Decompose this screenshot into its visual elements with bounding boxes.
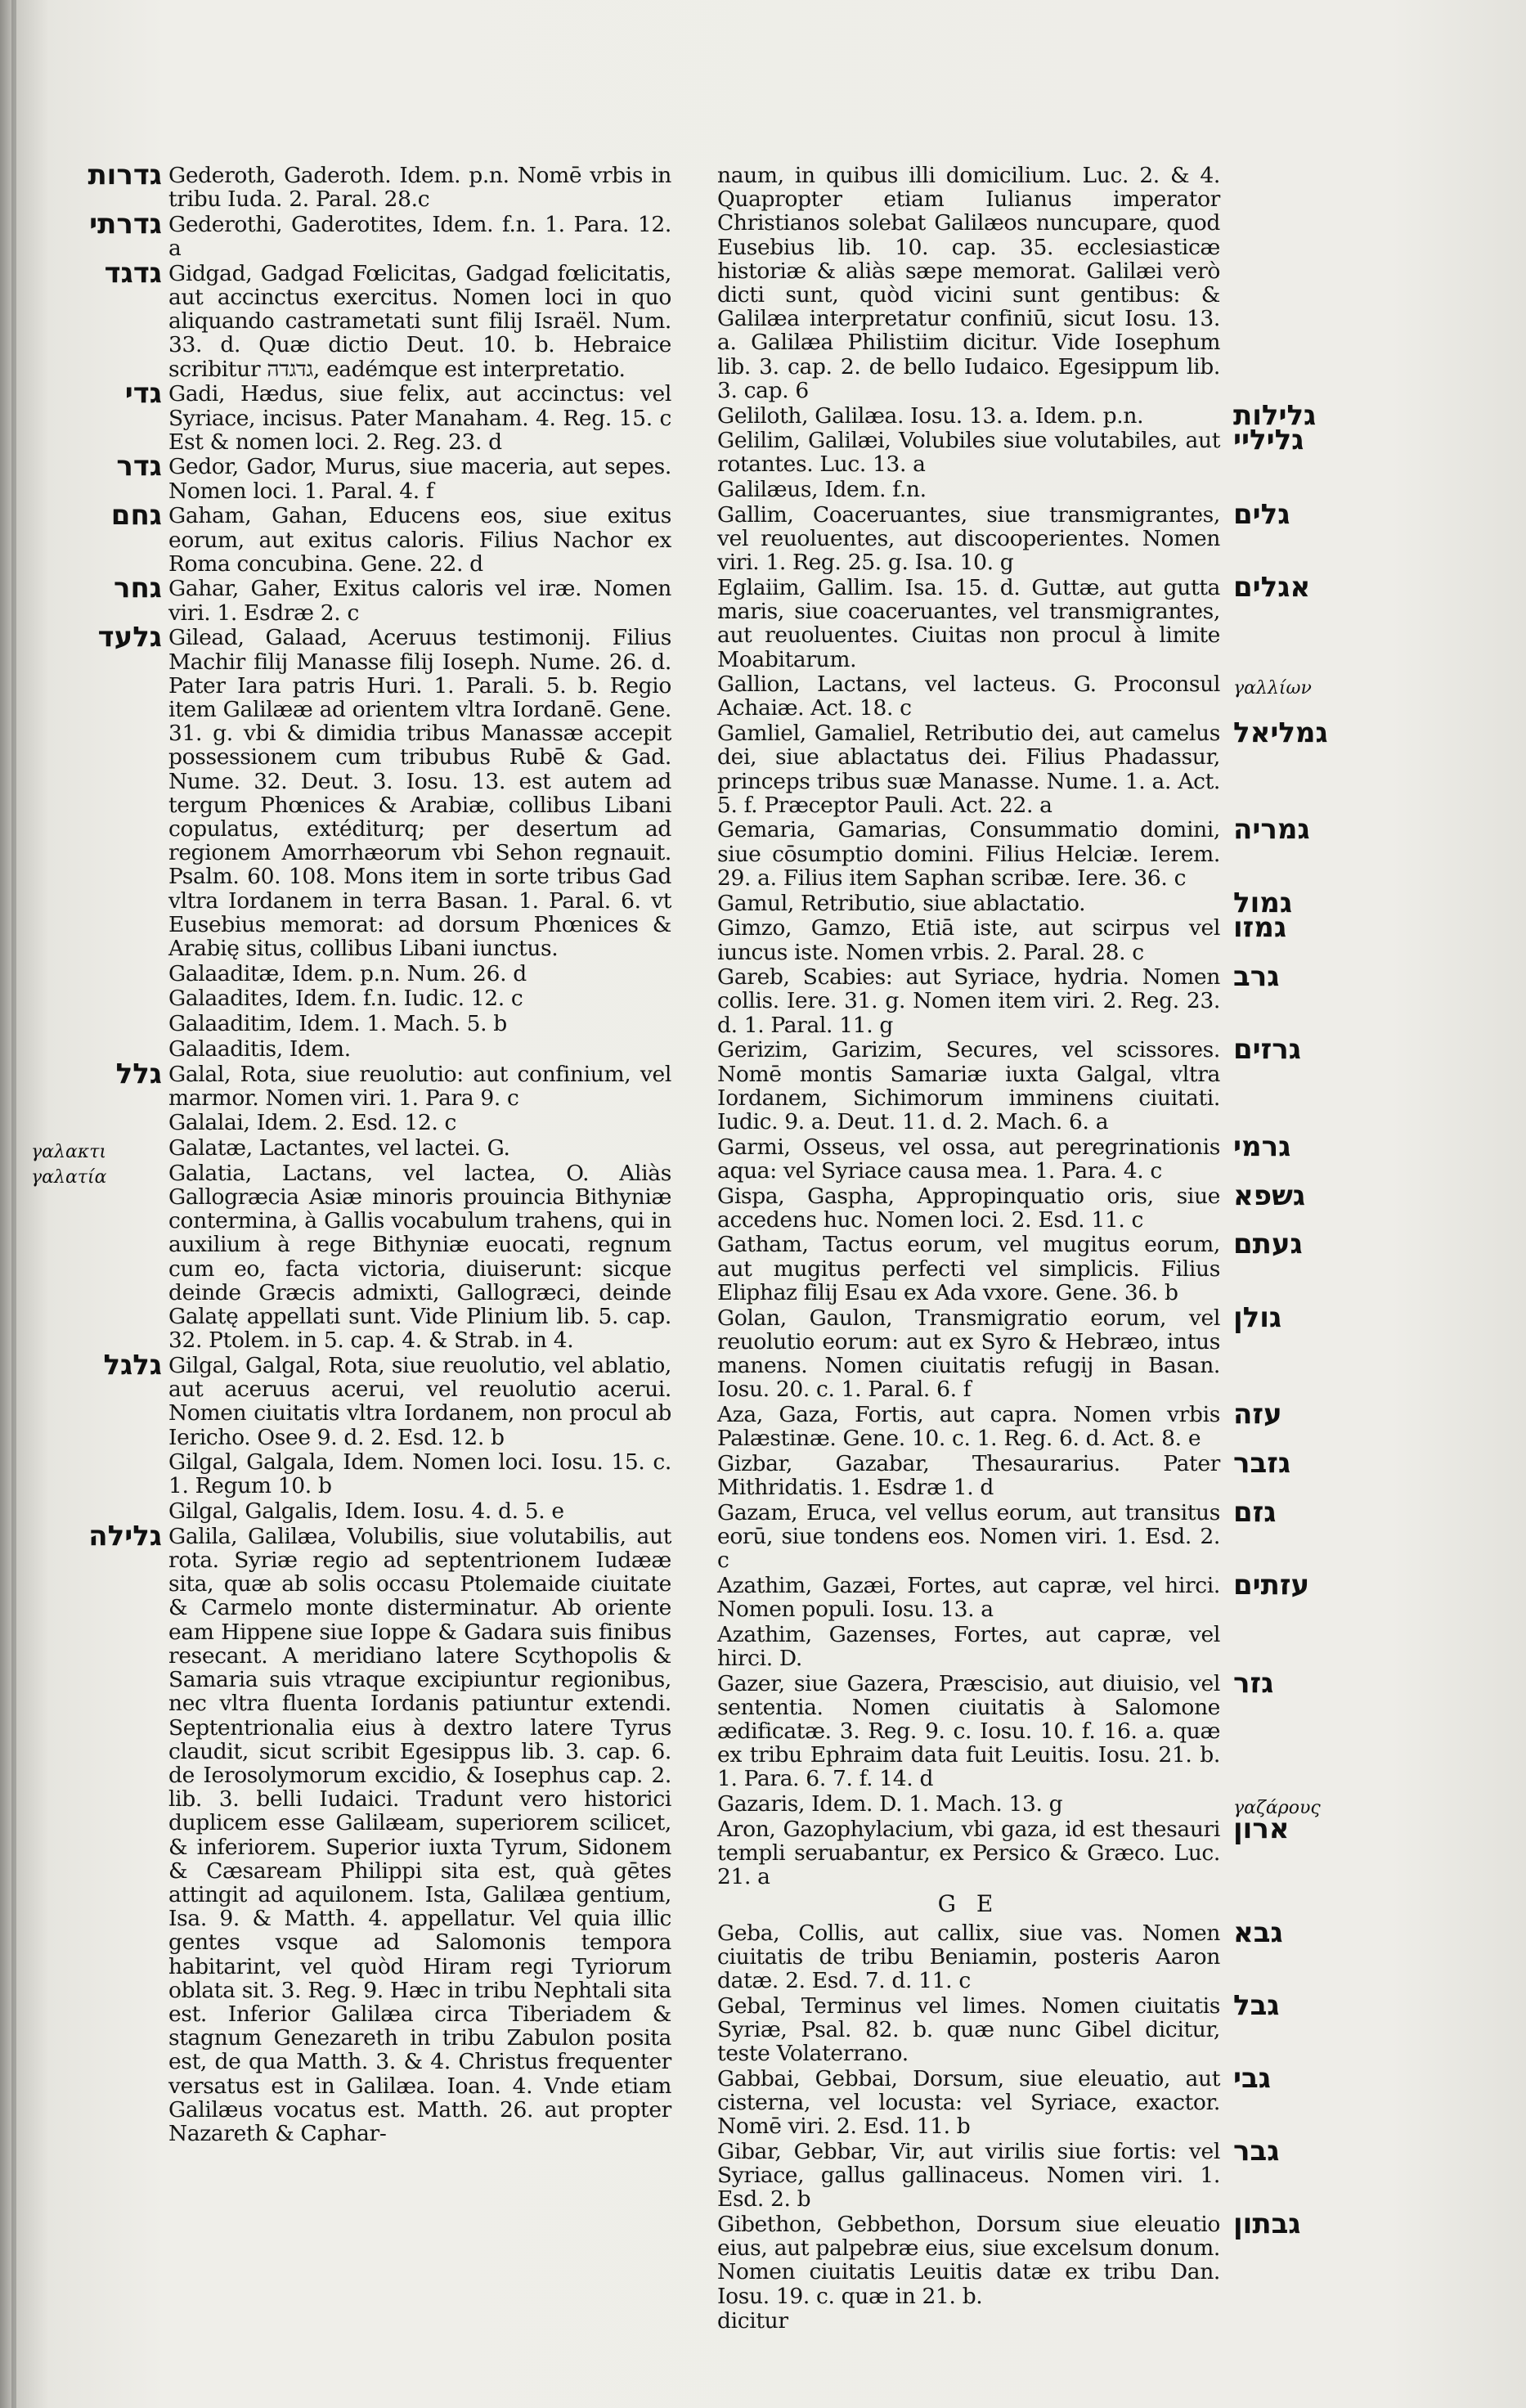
dictionary-entry: naum, in quibus illi domicilium. Luc. 2. & 4. Quapropter etiam Iulianus imperator Christianos solebat Galilæos nuncupare, quod Eusebius lib. 10. cap. 35. ecclesiasticæ historiæ & aliàs sæpe memorat. Galilæi verò dicti sunt, quòd vicini sunt gentibus: & Galilæa interpretatur confiniū, sicut Iosu. 13. a. Galilæa Philistiim dicitur. Vide Iosephum lib. 3. cap. 2. de bello Iudaico. Egesippum lib. 3. cap. 6 [717,163,1220,403]
dictionary-entry: Gareb, Scabies: aut Syriace, hydria. Nomen collis. Iere. 31. g. Nomen item viri. 2. Reg. 23. d. 1. Paral. 11. g [717,964,1220,1038]
hebrew-headword: גבא [1233,1916,1283,1949]
dictionary-entry: Gazaris, Idem. D. 1. Mach. 13. g [717,1791,1063,1817]
dictionary-entry: Gadi, Hædus, siue felix, aut accinctus: vel Syriace, incisus. Pater Manaham. 4. Reg. 15. c Est & nomen loci. 2. Reg. 23. d [168,381,671,455]
binding-shadow [11,0,16,2408]
hebrew-headword: עזתים [1233,1569,1310,1602]
dictionary-entry: Gahar, Gaher, Exitus caloris vel iræ. Nomen viri. 1. Esdræ 2. c [168,576,671,626]
dictionary-entry: Gallim, Coaceruantes, siue transmigrantes, vel reuoluentes, aut discooperientes. Nomen viri. 1. Reg. 25. g. Isa. 10. g [717,501,1220,576]
dictionary-entry: Gilead, Galaad, Aceruus testimonij. Filius Machir filij Manasse filij Ioseph. Nume. 26. d. Pater Iara patris Huri. 1. Parali. 5. b. Regio item Galilææ ad orientem vltra Iordanē. Gene. 31. g. vbi & dimidia tribus Manassæ accepit possessionem cum tribubus Rubē & Gad. Nume. 32. Deut. 3. Iosu. 13. est autem ad tergum Phœnices & Arabiæ, collibus Libani copulatus, extéditurq; per desertum ad regionem Amorrhæorum vbi Sehon regnauit. Psalm. 60. 108. Mons item in sorte tribus Gad vltra Iordanem in terra Basan. 1. Paral. 6. vt Eusebius memorat: ad dorsum Phœnices & Arabię situs, collibus Libani iunctus. [168,625,671,961]
dictionary-entry: Garmi, Osseus, vel ossa, aut peregrinationis aqua: vel Syriace causa mea. 1. Para. 4. c [717,1134,1220,1184]
dictionary-entry: Azathim, Gazæi, Fortes, aut capræ, vel hirci. Nomen populi. Iosu. 13. a [717,1572,1220,1622]
dictionary-entry: Gabbai, Gebbai, Dorsum, siue eleuatio, aut cisterna, vel locusta: vel Syriace, exactor. Nomē viri. 2. Esd. 11. b [717,2065,1220,2140]
hebrew-headword: גלעד [97,621,162,654]
hebrew-headword: גבתון [1233,2208,1301,2240]
hebrew-headword: גבל [1233,1989,1280,2022]
dictionary-entry: Gelilim, Galilæi, Volubiles siue volutabiles, aut rotantes. Luc. 13. a [717,428,1220,478]
hebrew-headword: גלגל [103,1349,162,1381]
hebrew-headword: גזבר [1233,1447,1291,1480]
dictionary-entry: Gederoth, Gaderoth. Idem. p.n. Nomē vrbis in tribu Iuda. 2. Paral. 28.c [168,163,671,213]
dictionary-entry: Azathim, Gazenses, Fortes, aut capræ, vel hirci. D. [717,1621,1220,1671]
dictionary-entry: Geba, Collis, aut callix, siue vas. Nomen ciuitatis de tribu Beniamin, posteris Aaron datæ. 2. Esd. 7. d. 11. c [717,1920,1220,1994]
dictionary-entry: Gibethon, Gebbethon, Dorsum siue eleuatio eius, aut palpebræ eius, siue excelsum donum. Nomen ciuitatis Leuitis datæ ex tribu Dan. Iosu. 19. c. quæ in 21. b. [717,2212,1220,2309]
hebrew-headword: גדגד [104,257,162,290]
hebrew-headword: גבר [1233,2135,1280,2168]
greek-headword: γαλλίων [1233,678,1312,699]
hebrew-headword: גדרות [88,159,162,191]
dictionary-entry: Galila, Galilæa, Volubilis, siue volutabilis, aut rota. Syriæ regio ad septentrionem Iudææ sita, quæ ab solis occasu Ptolemaide ciuitate & Carmelo monte disterminatur. Ab oriente eam Hippene siue Ioppe & Gadara suis finibus resecant. A meridiano latere Scythopolis & Samaria suis vtraque excipiuntur regionibus, nec vltra fluenta Iordanis patiuntur extendi. Septentrionalia eius à dextro latere Tyrus claudit, sicut scribit Egesippus lib. 3. cap. 6. de Ierosolymorum excidio, & Iosephus cap. 2. lib. 3. belli Iudaici. Tradunt vero historici duplicem esse Galilæam, superiorem scilicet, & inferiorem. Superior iuxta Tyrum, Sidonem & Cæsaream Philippi sita est, quà gētes attingit ad aquilonem. Ista, Galilæa gentium, Isa. 9. & Matth. 4. appellatur. Vel quia illic gentes vsque ad Salomonis tempora habitarint, vel quòd Hiram regi Tyriorum oblata sit. 3. Reg. 9. Hæc in tribu Nephtali sita est. Inferior Galilæa circa Tiberiadem & stagnum Genezareth in tribu Zabulon posita est, de qua Matth. 3. & 4. Christus frequenter versatus est in Galilæa. Ioan. 4. Vnde etiam Galilæus vocatus est. Matth. 26. aut propter Nazareth & Caphar- [168,1523,671,2146]
dictionary-entry: Galal, Rota, siue reuolutio: aut confinium, vel marmor. Nomen viri. 1. Para 9. c [168,1061,671,1111]
hebrew-headword: גשפא [1233,1179,1306,1212]
greek-headword: γαλατία [31,1167,107,1188]
dictionary-entry: Gilgal, Galgala, Idem. Nomen loci. Iosu. 15. c. 1. Regum 10. b [168,1449,671,1499]
hebrew-headword: גחם [110,499,162,532]
dictionary-entry: Eglaiim, Gallim. Isa. 15. d. Guttæ, aut gutta maris, siue coaceruantes, vel transmigrantes, aut reuoluentes. Ciuitas non procul à limite Moabitarum. [717,574,1220,672]
dictionary-entry: Gispa, Gaspha, Appropinquatio oris, siue accedens huc. Nomen loci. 2. Esd. 11. c [717,1183,1220,1233]
hebrew-headword: גבי [1233,2062,1271,2095]
dictionary-entry: Gallion, Lactans, vel lacteus. G. Proconsul Achaiæ. Act. 18. c [717,672,1220,721]
hebrew-headword: גמליאל [1233,717,1328,749]
dictionary-entry: Gimzo, Gamzo, Etiā iste, aut scirpus vel iuncus iste. Nomen vrbis. 2. Paral. 28. c [717,915,1220,965]
hebrew-headword: גדרתי [89,208,162,240]
hebrew-headword: גלל [115,1058,162,1090]
dictionary-entry: Gazam, Eruca, vel vellus eorum, aut transitus eorū, siue tondens eos. Nomen viri. 1. Esd. 2. c [717,1499,1220,1574]
dictionary-entry: Gebal, Terminus vel limes. Nomen ciuitatis Syriæ, Psal. 82. b. quæ nunc Gibel dicitur, teste Volaterrano. [717,1992,1220,2067]
hebrew-headword: גזר [1233,1667,1274,1700]
section-letter-heading: G E [937,1890,1000,1918]
hebrew-headword: גחר [113,572,162,604]
hebrew-headword: גליליי [1233,424,1304,456]
hebrew-headword: גרמי [1233,1130,1291,1163]
dictionary-entry: Gederothi, Gaderotites, Idem. f.n. 1. Para. 12. a [168,211,671,262]
dictionary-entry: Gizbar, Gazabar, Thesaurarius. Pater Mithridatis. 1. Esdræ 1. d [717,1450,1220,1500]
dictionary-entry: Galaaditim, Idem. 1. Mach. 5. b [168,1011,507,1037]
right-column [717,164,1220,2334]
hebrew-headword: גרזים [1233,1033,1301,1066]
left-column [168,164,671,2147]
dictionary-entry: Galatæ, Lactantes, vel lactei. G. [168,1135,510,1161]
dictionary-entry: dicitur [717,2308,788,2334]
dictionary-entry: Gazer, siue Gazera, Præscisio, aut diuisio, vel sententia. Nomen ciuitatis à Salomone ædificatæ. 3. Reg. 9. c. Iosu. 10. f. 16. a. quæ ex tribu Ephraim data fuit Leuitis. Iosu. 21. b. 1. Para. 6. 7. f. 14. d [717,1670,1220,1792]
dictionary-entry: Aza, Gaza, Fortis, aut capra. Nomen vrbis Palæstinæ. Gene. 10. c. 1. Reg. 6. d. Act. 8. e [717,1401,1220,1452]
greek-headword: γαλακτι [31,1142,107,1162]
dictionary-entry: Gaham, Gahan, Educens eos, siue exitus eorum, aut exitus caloris. Filius Nachor ex Roma concubina. Gene. 22. d [168,503,671,577]
dictionary-entry: Gemaria, Gamarias, Consummatio domini, siue cōsumptio domini. Filius Helciæ. Ierem. 29. a. Filius item Saphan scribæ. Iere. 36. c [717,817,1220,891]
dictionary-entry: Gibar, Gebbar, Vir, aut virilis siue fortis: vel Syriace, gallus gallinaceus. Nomen viri. 1. Esd. 2. b [717,2138,1220,2213]
hebrew-headword: גמריה [1233,813,1310,846]
greek-headword: γαζάρους [1233,1798,1321,1818]
hebrew-headword: געתם [1233,1228,1303,1260]
hebrew-headword: גדי [124,377,162,410]
hebrew-headword: גלילה [88,1520,162,1552]
hebrew-headword: גמזו [1233,911,1287,944]
hebrew-headword: ארון [1233,1813,1290,1845]
dictionary-entry: Gidgad, Gadgad Fœlicitas, Gadgad fœlicitatis, aut accinctus exercitus. Nomen loci in quo aliquando castrametati sunt filij Israël. Num. 33. d. Quæ dictio Deut. 10. b. Hebraice scribitur גדגדה, eadémque est interpretatio. [168,260,671,382]
dictionary-entry: Golan, Gaulon, Transmigratio eorum, vel reuolutio eorum: aut ex Syro & Hebræo, intus manens. Nomen ciuitatis refugij in Basan. Iosu. 20. c. 1. Paral. 6. f [717,1305,1220,1403]
hebrew-headword: גלילות [1233,399,1317,432]
dictionary-entry: Geliloth, Galilæa. Iosu. 13. a. Idem. p.n. [717,402,1144,429]
dictionary-entry: Gedor, Gador, Murus, siue maceria, aut sepes. Nomen loci. 1. Paral. 4. f [168,454,671,504]
dictionary-entry: Gamul, Retributio, siue ablactatio. [717,890,1086,916]
dictionary-entry: Gamliel, Gamaliel, Retributio dei, aut camelus dei, siue ablactatus dei. Filius Phadassur, princeps tribus suæ Manasse. Nume. 1. a. Act. 5. f. Præceptor Pauli. Act. 22. a [717,721,1220,818]
dictionary-entry: Gerizim, Garizim, Secures, vel scissores. Nomē montis Samariæ iuxta Galgal, vltra Iordanem, Sichimorum imminens ciuitati. Iudic. 9. a. Deut. 11. d. 2. Mach. 6. a [717,1037,1220,1134]
hebrew-headword: גולן [1233,1301,1282,1334]
dictionary-entry: Galaaditis, Idem. [168,1036,351,1062]
dictionary-entry: Galilæus, Idem. f.n. [717,477,927,503]
dictionary-entry: Gatham, Tactus eorum, vel mugitus eorum, aut mugitus perfecti vel simplicis. Filius Eliphaz filij Esau ex Ada vxore. Gene. 36. b [717,1232,1220,1305]
hebrew-headword: גרב [1233,960,1280,993]
dictionary-entry: Gilgal, Galgalis, Idem. Iosu. 4. d. 5. e [168,1498,564,1525]
hebrew-headword: גדר [116,450,162,483]
hebrew-headword: אגלים [1233,571,1311,604]
hebrew-headword: גמול [1233,887,1293,919]
dictionary-entry: Galalai, Idem. 2. Esd. 12. c [168,1110,457,1136]
dictionary-entry: Galaaditæ, Idem. p.n. Num. 26. d [168,960,527,986]
hebrew-headword: גלים [1233,498,1290,531]
dictionary-entry: Galaadites, Idem. f.n. Iudic. 12. c [168,986,523,1012]
dictionary-entry: Gilgal, Galgal, Rota, siue reuolutio, vel ablatio, aut aceruus acerui, vel reuolutio acerui. Nomen ciuitatis vltra Iordanem, non procul ab Iericho. Osee 9. d. 2. Esd. 12. b [168,1352,671,1450]
hebrew-headword: עזה [1233,1398,1282,1431]
dictionary-entry: Aron, Gazophylacium, vbi gaza, id est thesauri templi seruabantur, ex Persico & Græco. Luc. 21. a [717,1816,1220,1890]
hebrew-headword: גזם [1233,1496,1277,1529]
dictionary-entry: Galatia, Lactans, vel lactea, O. Aliàs Gallogræcia Asiæ minoris prouincia Bithyniæ contermina, à Gallis vocabulum trahens, qui in auxilium à rege Bithyniæ euocati, regnum cum eo, facta victoria, diuiserunt: sicque deinde Græcis admixti, Gallogræci, deinde Galatę appellati sunt. Vide Plinium lib. 5. cap. 32. Ptolem. in 5. cap. 4. & Strab. in 4. [168,1160,671,1354]
